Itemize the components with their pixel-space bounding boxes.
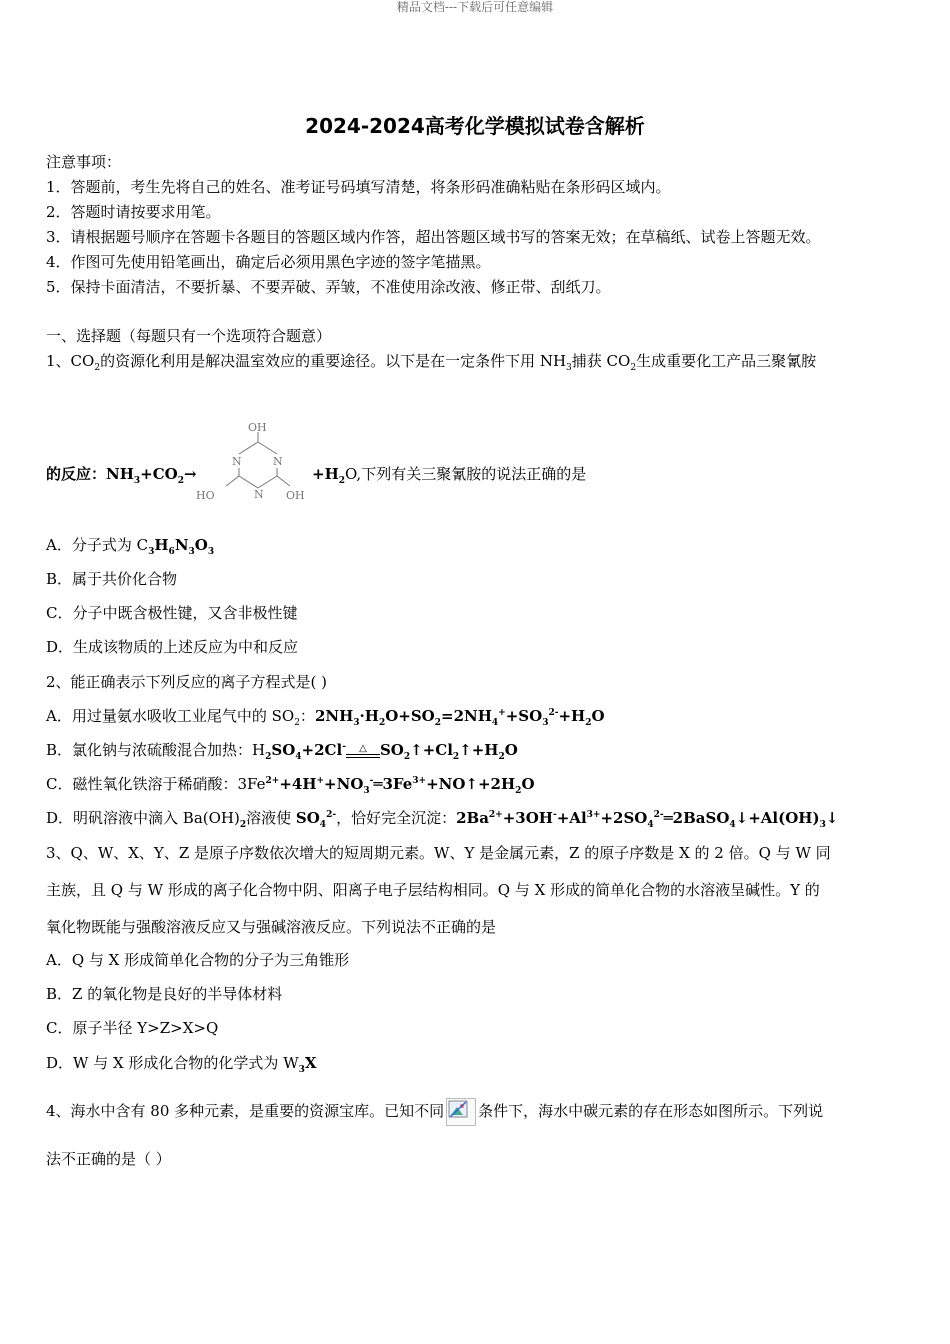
notice-item: 5．保持卡面清洁，不要折暴、不要弄破、弄皱，不准使用涂改液、修正带、刮纸刀。 (46, 278, 611, 296)
q2-option-b[interactable]: B．氯化钠与浓硫酸混合加热：$H_2SO_4+2Cl^-$ △ $SO_2↑+Cl_2↑+H_2O$ (46, 741, 518, 762)
q2-stem: 2、能正确表示下列反应的离子方程式是( ) (46, 673, 328, 691)
notice-heading: 注意事项： (46, 153, 122, 171)
q1-option-c[interactable]: C．分子中既含极性键，又含非极性键 (46, 604, 298, 622)
q3-stem-line: 氧化物既能与强酸溶液反应又与强碱溶液反应。下列说法不正确的是 (46, 918, 497, 936)
q3-option-b[interactable]: B．Z 的氧化物是良好的半导体材料 (46, 985, 283, 1003)
q4-stem: 4、海水中含有 80 多种元素，是重要的资源宝库。已知不同 条件下，海水中碳元素的存在形态如图所示。下列说 (46, 1098, 823, 1126)
q2-option-a[interactable]: A．用过量氨水吸收工业尾气中的 $SO_2$：$2NH_3\cdot H_2O+SO_2=2NH_4^++SO_3^{2-}+H_2O$ (46, 707, 605, 728)
broken-image-icon (446, 1098, 476, 1126)
q3-option-a[interactable]: A．Q 与 X 形成简单化合物的分子为三角锥形 (46, 951, 350, 969)
q4-stem-cont: 法不正确的是（ ） (46, 1150, 171, 1168)
q1-option-b[interactable]: B．属于共价化合物 (46, 570, 178, 588)
q1-reaction-right: $+H_2O$,下列有关三聚氰胺的说法正确的是 (312, 465, 587, 486)
struct-label-n: N (273, 455, 283, 468)
q2-option-d[interactable]: D．明矾溶液中滴入 $Ba(OH)_2$溶液使 $SO_4^{2-}$，恰好完全沉淀：$2Ba^{2+}+3OH^-+Al^{3+}+2SO_4^{2-}═2BaSO_4↓+Al(OH)_3↓$ (46, 809, 839, 830)
notice-item: 4．作图可先使用铅笔画出，确定后必须用黑色字迹的签字笔描黑。 (46, 253, 491, 271)
struct-label-oh: OH (286, 489, 305, 502)
q3-stem-line: 3、Q、W、X、Y、Z 是原子序数依次增大的短周期元素。W、Y 是金属元素，Z 的原子序数是 X 的 2 倍。Q 与 W 同 (46, 844, 831, 862)
q1-reaction-left: 的反应：$NH_3+CO_2\to$ (46, 465, 197, 486)
struct-label-n: N (254, 488, 264, 501)
struct-label-n: N (232, 455, 242, 468)
notice-item: 2．答题时请按要求用笔。 (46, 203, 221, 221)
q3-stem-line: 主族，且 Q 与 W 形成的离子化合物中阴、阳离子电子层结构相同。Q 与 X 形成的简单化合物的水溶液呈碱性。Y 的 (46, 881, 820, 899)
q2-option-c[interactable]: C．磁性氧化铁溶于稀硝酸：$3Fe^{2+}+4H^++NO_3^-═3Fe^{3+}+NO↑+2H_2O$ (46, 775, 535, 796)
notice-item: 1．答题前，考生先将自己的姓名、准考证号码填写清楚，将条形码准确粘贴在条形码区域内。 (46, 178, 671, 196)
page-title: 2024-2024高考化学模拟试卷含解析 (305, 114, 645, 138)
section-heading: 一、选择题（每题只有一个选项符合题意） (46, 327, 332, 345)
notice-item: 3．请根据题号顺序在答题卡各题目的答题区域内作答，超出答题区域书写的答案无效；在草稿纸、试卷上答题无效。 (46, 228, 821, 246)
q1-option-d[interactable]: D．生成该物质的上述反应为中和反应 (46, 638, 299, 656)
page-header: 精品文档---下载后可任意编辑 (396, 0, 554, 14)
q1-option-a[interactable]: A．分子式为 $C_3H_6N_3O_3$ (46, 536, 215, 557)
struct-label-ho: HO (196, 489, 215, 502)
q3-option-d[interactable]: D．W 与 X 形成化合物的化学式为 $W_3X$ (46, 1054, 317, 1075)
q3-option-c[interactable]: C．原子半径 Y>Z>X>Q (46, 1019, 219, 1037)
q1-stem: 1、$CO_2$的资源化利用是解决温室效应的重要途径。以下是在一定条件下用 $NH_3$捕获 $CO_2$生成重要化工产品三聚氰胺 (46, 352, 817, 373)
cyanuric-acid-structure (196, 420, 311, 505)
struct-label-oh: OH (248, 421, 267, 434)
